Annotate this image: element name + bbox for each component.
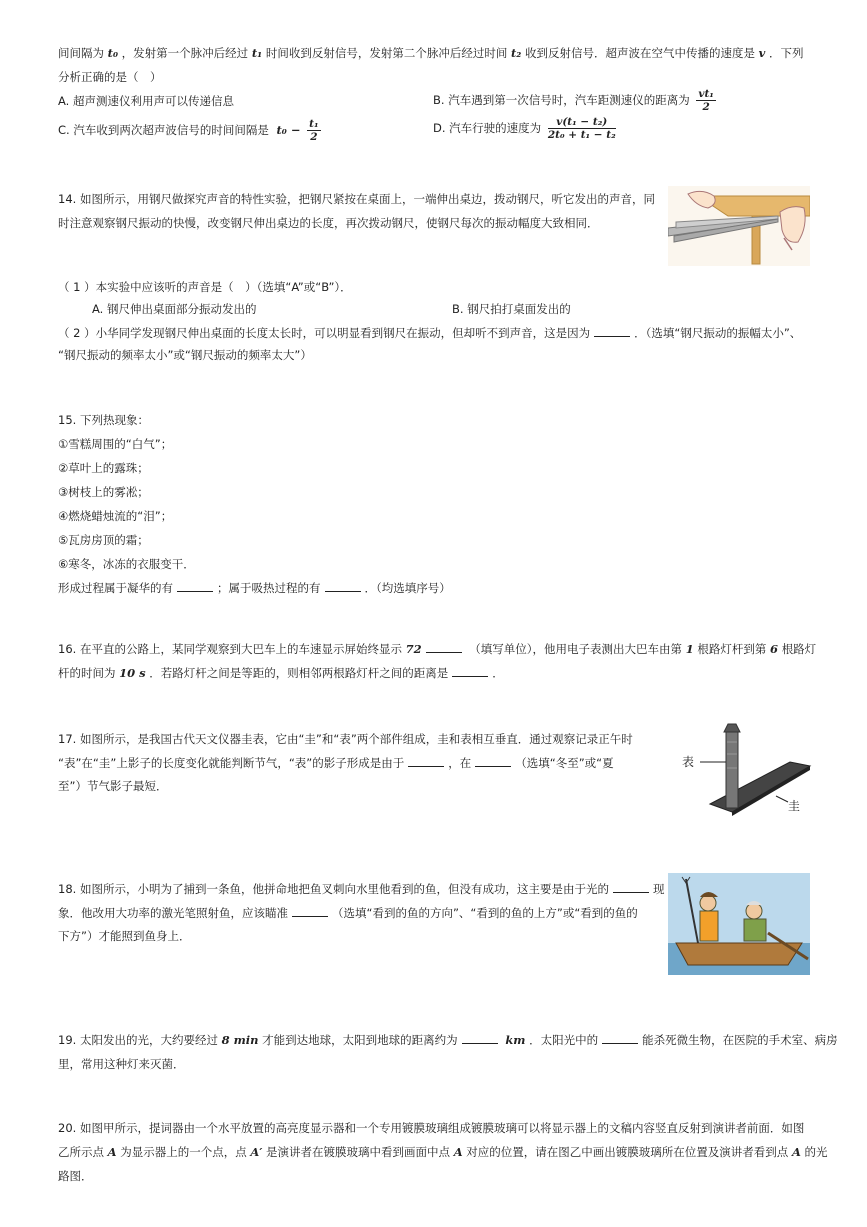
q14-stem-line1: 14. 如图所示，用钢尺做探究声音的特性实验，把钢尺紧按在桌面上，一端伸出桌边，拨动钢尺，听它发出的声音，同 [58,192,655,206]
q18-line3: 下方”）才能照到鱼身上． [58,929,191,943]
q14-sub1-option-b[interactable]: B. 钢尺拍打桌面发出的 [452,302,571,316]
q13-option-d-fraction: $\frac{\text{v(t₁ − t₂)}}{\text{2t₀ + t₁ − t₂}}$ [547,116,616,141]
answer-blank[interactable] [602,1033,638,1044]
q13-option-b[interactable]: B. 汽车遇到第一次信号时，汽车距测速仪的距离为 $\frac{\text{vt₁}}{2}$ [433,88,714,113]
answer-blank[interactable] [613,882,649,893]
q16-line2: 杆的时间为 10 s ．若路灯杆之间是等距的，则相邻两根路灯杆之间的距离是 ． [58,666,504,680]
q13-option-a[interactable]: A. 超声测速仪利用声可以传递信息 [58,94,234,108]
q15-item-6: ⑥寒冬，冰冻的衣服变干． [58,557,195,571]
q18-line1: 18. 如图所示，小明为了捕到一条鱼，他拼命地把鱼叉刺向水里他看到的鱼，但没有成功，这主要是由于光的 现 [58,882,665,896]
q13-option-c[interactable]: C. 汽车收到两次超声波信号的时间间隔是 t₀ − $\frac{\text{t₁}}{2}$ [58,118,319,143]
q16-line1: 16. 在平直的公路上，某同学观察到大巴车上的车速显示屏始终显示 72 （填写单位），他用电子表测出大巴车由第 1 根路灯杆到第 6 根路灯 [58,642,817,656]
q19-line2: 里，常用这种灯来灭菌． [58,1057,185,1071]
fishing-boat-figure [668,873,810,975]
ruler-experiment-figure [668,186,810,266]
q14-sub2-line2: “钢尺振动的频率太小”或“钢尺振动的频率太大”） [58,348,312,362]
q14-sub1-question: （ 1 ）本实验中应该听的声音是（ ）（选填“A”或“B”）． [58,280,352,294]
answer-blank[interactable] [292,906,328,917]
answer-blank[interactable] [462,1033,498,1044]
q20-line2: 乙所示点 A 为显示器上的一个点，点 A′ 是演讲者在镀膜玻璃中看到画面中点 A 对应的位置，请在图乙中画出镀膜玻璃所在位置及演讲者看到点 A 的光 [58,1145,828,1159]
answer-blank[interactable] [177,581,213,592]
q15-item-2: ②草叶上的露珠； [58,461,149,475]
q20-line1: 20. 如图甲所示，提词器由一个水平放置的高亮度显示器和一个专用镀膜玻璃组成镀膜玻璃可以将显示器上的文稿内容竖直反射到演讲者前面．如图 [58,1121,805,1135]
q13-option-b-fraction: $\frac{\text{vt₁}}{2}$ [698,88,714,113]
q13-option-d[interactable]: D. 汽车行驶的速度为 $\frac{\text{v(t₁ − t₂)}}{\text{2t₀ + t₁ − t₂}}$ [433,116,616,141]
guibiao-figure [680,722,815,822]
q15-stem: 15. 下列热现象： [58,413,149,427]
answer-blank[interactable] [452,666,488,677]
q15-item-5: ⑤瓦房房顶的霜； [58,533,149,547]
q13-line1: 间间隔为 t₀ ，发射第一个脉冲后经过 t₁ 时间收到反射信号，发射第二个脉冲后经过时间 t₂ 收到反射信号．超声波在空气中传播的速度是 v ．下列 [58,46,804,60]
q15-ask: 形成过程属于凝华的有 ；属于吸热过程的有 ．（均选填序号） [58,581,451,595]
q17-line3: 至”）节气影子最短． [58,779,168,793]
q17-line2: “表”在“圭”上影子的长度变化就能判断节气，“表”的影子形成是由于 ，在 （选填“冬至”或“夏 [58,756,614,770]
answer-blank[interactable] [408,756,444,767]
q17-line1: 17. 如图所示，是我国古代天文仪器圭表，它由“圭”和“表”两个部件组成，圭和表相互垂直．通过观察记录正午时 [58,732,633,746]
q13-line2: 分析正确的是（ ） [58,70,162,84]
gui-label: 圭 [788,799,801,813]
q14-stem-line2: 时注意观察钢尺振动的快慢，改变钢尺伸出桌边的长度，再次拨动钢尺，使钢尺每次的振动幅度大致相同． [58,216,599,230]
answer-blank[interactable] [475,756,511,767]
q15-item-1: ①雪糕周围的“白气”； [58,437,173,451]
answer-blank[interactable] [426,642,462,653]
q14-sub2-line1: （ 2 ）小华同学发现钢尺伸出桌面的长度太长时，可以明显看到钢尺在振动，但却听不到声音，这是因为 ．（选填“钢尺振动的振幅太小”、 [58,326,802,340]
q18-line2: 象．他改用大功率的激光笔照射鱼，应该瞄准 （选填“看到的鱼的方向”、“看到的鱼的上方”或“看到的鱼的 [58,906,638,920]
q19-line1: 19. 太阳发出的光，大约要经过 8 min 才能到达地球，太阳到地球的距离约为 km ．太阳光中的 能杀死微生物，在医院的手术室、病房 [58,1033,838,1047]
answer-blank[interactable] [594,326,630,337]
q20-line3: 路图． [58,1169,93,1183]
q13-option-c-fraction: $\frac{\text{t₁}}{2}$ [309,118,319,143]
answer-blank[interactable] [325,581,361,592]
q14-sub1-option-a[interactable]: A. 钢尺伸出桌面部分振动发出的 [92,302,257,316]
q15-item-4: ④燃烧蜡烛流的“泪”； [58,509,173,523]
q15-item-3: ③树枝上的雾凇； [58,485,149,499]
biao-label: 表 [682,755,695,769]
